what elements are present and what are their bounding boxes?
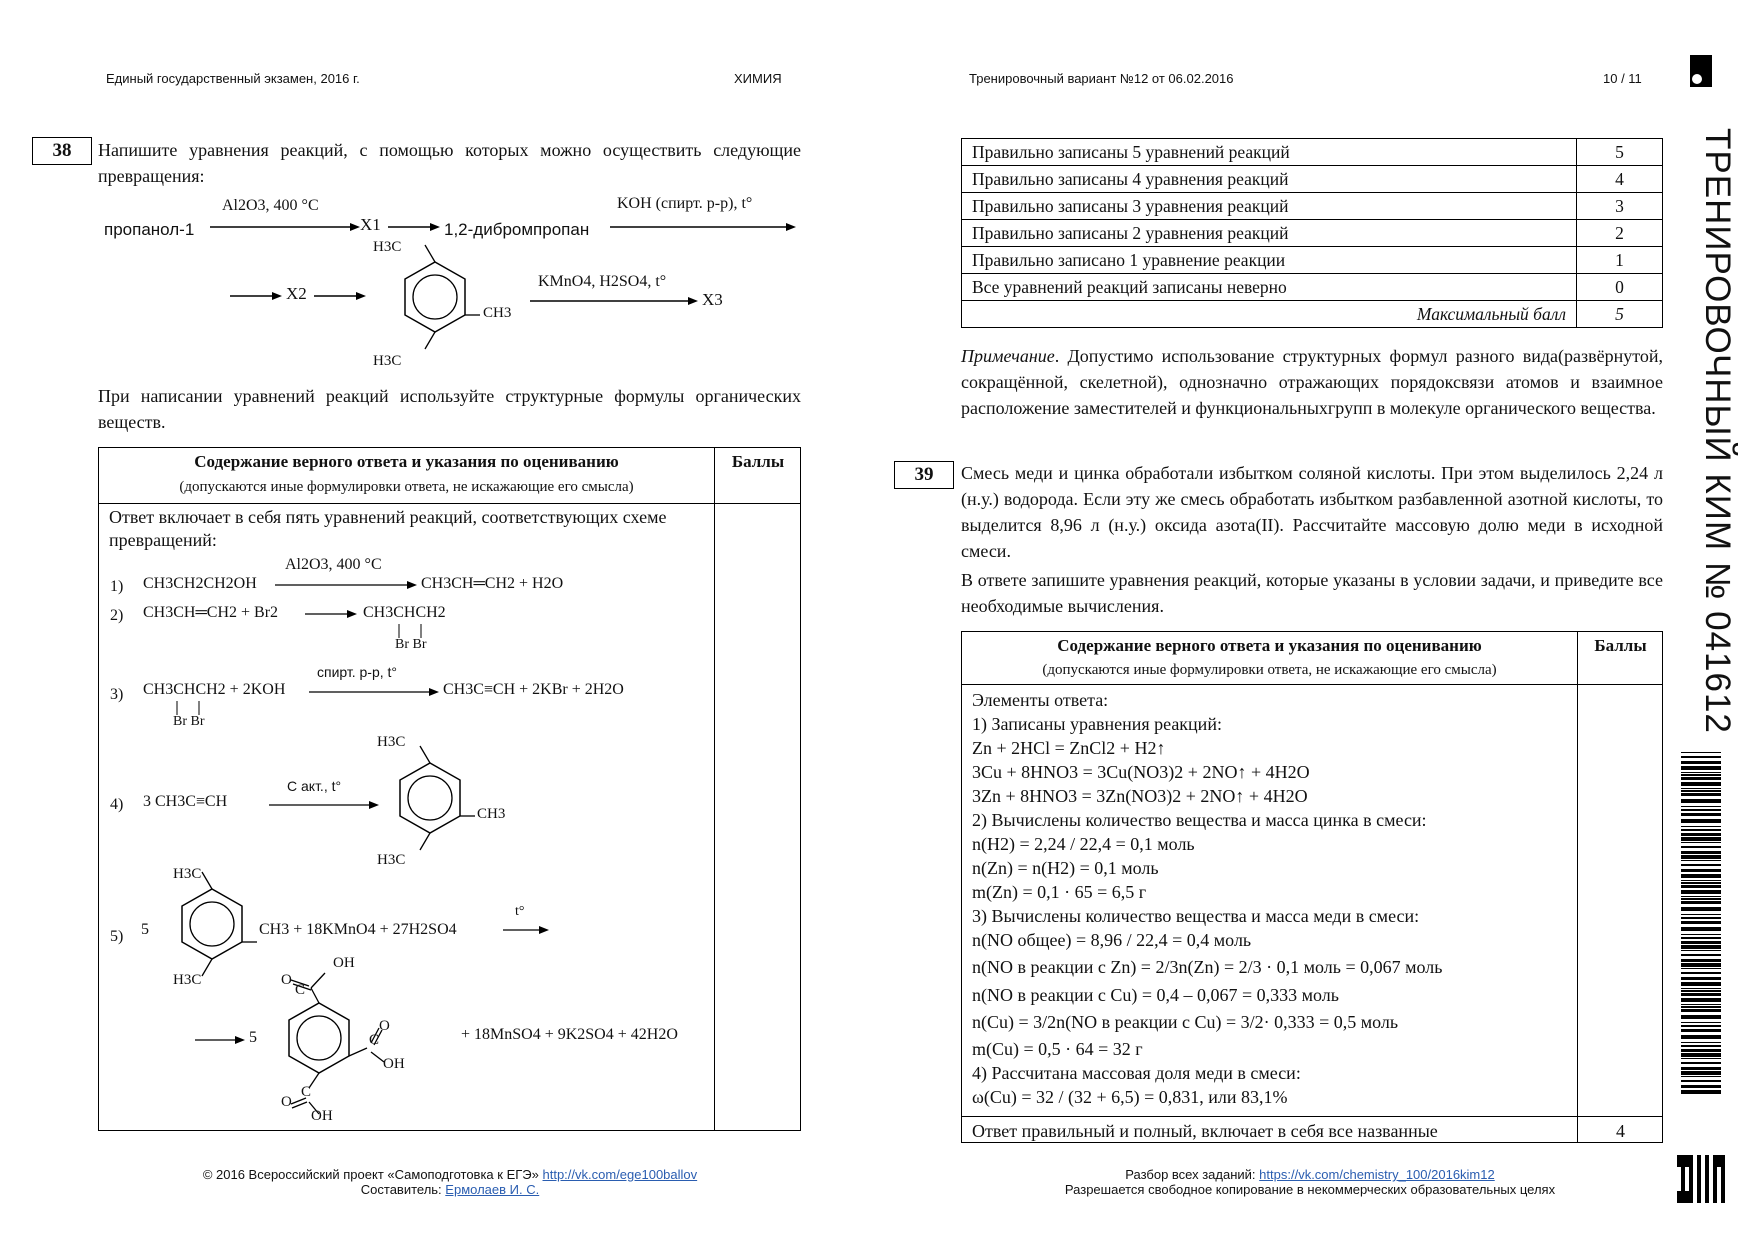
arrow-icon xyxy=(275,579,417,591)
r2-number: 2) xyxy=(110,607,124,624)
ans-line-2: Zn + 2HCl = ZnCl2 + H2↑ xyxy=(972,738,1166,758)
points-head: Баллы xyxy=(731,452,785,471)
task-39-text: Смесь меди и цинка обработали избытком соляной кислоты. При этом выделилось 2,24 л (н.у.) водорода. Если эту же смесь обработать избытком разбавленной азотной кислоты, то выделится 8,96 л (н.у.) оксида азота(II). Рассчитайте массовую долю меди в исходной смеси. xyxy=(961,463,1663,561)
task-39-text2: В ответе запишите уравнения реакций, которые указаны в условии задачи, и приведите все необходимые вычисления. xyxy=(961,570,1663,616)
r3-cond: спирт. р-р, t° xyxy=(317,664,398,680)
remark-text: . Допустимо использование структурных формул разного вида(развёрнутой, сокращённой, скелетной), однозначно отражающих порядоксвязи атомов и взаимное расположение заместителей и функциональныхгрупп в молекуле органического вещества. xyxy=(961,346,1663,418)
r5-coef2: 5 xyxy=(249,1029,257,1046)
r1-cond: Al2O3, 400 °C xyxy=(285,556,382,573)
scheme-cond2: KOH (спирт. р-р), t° xyxy=(617,195,753,212)
score-points: 2 xyxy=(1577,220,1663,247)
bond-lines xyxy=(395,624,435,638)
ans-line-8: m(Zn) = 0,1 · 65 = 6,5 г xyxy=(972,882,1147,902)
footer-right xyxy=(960,1167,1660,1197)
table-subhead: (допускаются иные формулировки ответа, не искажающие его смысла) xyxy=(1042,662,1497,678)
ans-line-0: Элементы ответа: xyxy=(972,690,1109,710)
r5-o-right: O xyxy=(379,1018,390,1034)
footer-author-label: Составитель: xyxy=(360,1182,442,1197)
footer-author-link[interactable]: Ермолаев И. С. xyxy=(445,1182,540,1197)
r5-o-bottom: O xyxy=(281,1094,292,1110)
r3-right: CH3C≡CH + 2KBr + 2H2O xyxy=(443,681,624,698)
scoring-table xyxy=(961,138,1663,328)
table-head: Содержание верного ответа и указания по оцениванию xyxy=(194,452,619,471)
task-38-text: Напишите уравнения реакций, с помощью которых можно осуществить следующие превращения: xyxy=(98,140,801,186)
r5-c-bottom: C xyxy=(301,1084,312,1100)
r1-number: 1) xyxy=(110,578,124,595)
footer-note: Разрешается свободное копирование в некоммерческих образовательных целях xyxy=(1064,1182,1556,1197)
trimesic-acid-structure xyxy=(249,948,449,1128)
task-39-answer-table xyxy=(961,631,1663,1143)
ans-line-1: 1) Записаны уравнения реакций: xyxy=(972,714,1222,734)
ans-line-7: n(Zn) = n(H2) = 0,1 моль xyxy=(972,858,1159,878)
arrow-icon xyxy=(230,290,282,302)
remark-label: Примечание xyxy=(961,346,1055,366)
score-label: Все уравнений реакций записаны неверно xyxy=(962,274,1577,301)
ans-line-12: n(NO в реакции с Cu) = 0,4 – 0,067 = 0,333 моль xyxy=(972,985,1339,1005)
r5-oh-right: OH xyxy=(383,1056,405,1072)
ans-line-15: 4) Рассчитана массовая доля меди в смеси: xyxy=(972,1063,1301,1083)
arrow-icon xyxy=(610,221,796,233)
task-38-number: 38 xyxy=(32,137,92,165)
task-39-number: 39 xyxy=(894,461,954,489)
scheme-x3: X3 xyxy=(702,290,723,309)
ans-line-5: 2) Вычислены количество вещества и масса цинка в смеси: xyxy=(972,810,1427,830)
last-row-points: 4 xyxy=(1616,1121,1625,1141)
r4-h3c-top: H3C xyxy=(377,734,406,750)
side-title: ТРЕНИРОВОЧНЫЙ КИМ № 041612 xyxy=(1698,128,1737,734)
score-row xyxy=(962,166,1663,193)
last-row-text: Ответ правильный и полный, включает в себя все названные xyxy=(972,1121,1438,1141)
footer-left xyxy=(100,1167,800,1197)
score-label: Правильно записаны 5 уравнений реакций xyxy=(962,139,1577,166)
task-38-scheme xyxy=(90,195,810,380)
max-score-row xyxy=(962,301,1663,328)
r5-oh-top: OH xyxy=(333,955,355,971)
arrow-icon xyxy=(269,799,379,811)
score-points: 0 xyxy=(1577,274,1663,301)
barcode xyxy=(1681,752,1721,1102)
r4-number: 4) xyxy=(110,796,124,813)
points-head: Баллы xyxy=(1594,636,1647,655)
score-row xyxy=(962,220,1663,247)
arrow-icon xyxy=(309,686,439,698)
r5-number: 5) xyxy=(110,928,124,945)
r1-right: CH3CH═CH2 + H2O xyxy=(421,575,564,592)
r5-h3c-bottom: H3C xyxy=(173,972,202,988)
scheme-cond3: KMnO4, H2SO4, t° xyxy=(538,273,667,290)
score-label: Правильно записаны 4 уравнения реакций xyxy=(962,166,1577,193)
r5-c-top: C xyxy=(295,982,306,998)
score-row xyxy=(962,247,1663,274)
score-row xyxy=(962,139,1663,166)
mes-h3c-top: H3C xyxy=(373,239,402,255)
r5-coef: 5 xyxy=(141,921,149,938)
scheme-cond1: Al2O3, 400 °C xyxy=(222,197,319,214)
table-subhead: (допускаются иные формулировки ответа, не искажающие его смысла) xyxy=(179,479,634,495)
ans-line-14: m(Cu) = 0,5 · 64 = 32 г xyxy=(972,1039,1143,1059)
ans-line-16: ω(Cu) = 32 / (32 + 6,5) = 0,831, или 83,1% xyxy=(972,1087,1288,1107)
max-label: Максимальный балл xyxy=(962,301,1577,328)
arrow-icon xyxy=(195,1034,245,1046)
score-points: 1 xyxy=(1577,247,1663,274)
ans-line-13: n(Cu) = 3/2n(NO в реакции с Cu) = 3/2· 0,333 = 0,5 моль xyxy=(972,1012,1399,1032)
r2-left: CH3CH═CH2 + Br2 xyxy=(143,604,279,621)
scoring-table-wrap xyxy=(961,138,1663,328)
r5-h3c-top: H3C xyxy=(173,866,202,882)
footer-right-label: Разбор всех заданий: xyxy=(1125,1167,1256,1182)
score-points: 4 xyxy=(1577,166,1663,193)
arrow-icon xyxy=(503,924,549,936)
arrow-icon xyxy=(314,290,366,302)
score-row xyxy=(962,193,1663,220)
r3-number: 3) xyxy=(110,686,124,703)
ans-line-4: 3Zn + 8HNO3 = 3Zn(NO3)2 + 2NO↑ + 4H2O xyxy=(972,786,1308,806)
bond-lines xyxy=(173,701,213,715)
task-38-answer-table xyxy=(98,447,801,1131)
r1-left: CH3CH2CH2OH xyxy=(143,575,257,592)
score-label: Правильно записаны 2 уравнения реакций xyxy=(962,220,1577,247)
arrow-icon xyxy=(210,221,360,233)
r5-products: + 18MnSO4 + 9K2SO4 + 42H2O xyxy=(461,1026,678,1043)
remark xyxy=(961,343,1663,421)
r3-br: Br Br xyxy=(173,714,205,729)
scheme-x2: X2 xyxy=(286,284,307,303)
r4-cond: C акт., t° xyxy=(287,778,342,794)
mesitylene-structure xyxy=(147,854,257,1004)
header-variant: Тренировочный вариант №12 от 06.02.2016 xyxy=(969,71,1234,86)
r5-c-right: C xyxy=(369,1032,380,1048)
table-head: Содержание верного ответа и указания по оцениванию xyxy=(1057,636,1482,655)
score-label: Правильно записано 1 уравнение реакции xyxy=(962,247,1577,274)
footer-analysis-link[interactable]: https://vk.com/chemistry_100/2016kim12 xyxy=(1259,1167,1495,1182)
score-row xyxy=(962,274,1663,301)
r3-left: CH3CHCH2 + 2KOH xyxy=(143,681,286,698)
score-label: Правильно записаны 3 уравнения реакций xyxy=(962,193,1577,220)
arrow-icon xyxy=(305,608,357,620)
ans-line-3: 3Cu + 8HNO3 = 3Cu(NO3)2 + 2NO↑ + 4H2O xyxy=(972,762,1310,782)
r4-h3c-bottom: H3C xyxy=(377,852,406,868)
arrow-icon xyxy=(530,295,698,307)
footer-vk-link[interactable]: http://vk.com/ege100ballov xyxy=(542,1167,698,1182)
scheme-x1: X1 xyxy=(360,215,381,234)
mes-ch3: CH3 xyxy=(483,305,512,321)
ans-line-11: n(NO в реакции с Zn) = 2/3n(Zn) = 2/3 · 0,1 моль = 0,067 моль xyxy=(972,957,1443,977)
header-page: 10 / 11 xyxy=(1603,71,1642,86)
score-points: 3 xyxy=(1577,193,1663,220)
footer-copy: © 2016 Всероссийский проект «Самоподготовка к ЕГЭ» xyxy=(202,1167,539,1182)
r5-oh-bottom: OH xyxy=(311,1108,333,1124)
ans-line-9: 3) Вычислены количество вещества и масса меди в смеси: xyxy=(972,906,1420,926)
r2-right: CH3CHCH2 xyxy=(363,604,446,621)
r5-cond: t° xyxy=(515,904,525,919)
qr-code xyxy=(1677,1155,1725,1203)
r5-o-top: O xyxy=(281,972,292,988)
r2-br: Br Br xyxy=(395,637,427,652)
r5-mid: CH3 + 18KMnO4 + 27H2SO4 xyxy=(259,921,457,938)
header-exam: Единый государственный экзамен, 2016 г. xyxy=(106,71,360,86)
answer-intro: Ответ включает в себя пять уравнений реакций, соответствующих схеме превращений: xyxy=(109,507,667,550)
scheme-start: пропанол-1 xyxy=(104,220,195,239)
corner-mark xyxy=(1690,55,1712,87)
r4-left: 3 CH3C≡CH xyxy=(143,793,228,810)
header-subject: ХИМИЯ xyxy=(734,71,782,86)
scheme-mid: 1,2-дибромпропан xyxy=(444,220,590,239)
max-points: 5 xyxy=(1577,301,1663,328)
task-38-note: При написании уравнений реакций используйте структурные формулы органических веществ. xyxy=(98,386,801,432)
ans-line-6: n(H2) = 2,24 / 22,4 = 0,1 моль xyxy=(972,834,1195,854)
mes-h3c-bottom: H3C xyxy=(373,353,402,369)
r4-ch3: CH3 xyxy=(477,806,506,822)
ans-line-10: n(NO общее) = 8,96 / 22,4 = 0,4 моль xyxy=(972,930,1252,950)
score-points: 5 xyxy=(1577,139,1663,166)
